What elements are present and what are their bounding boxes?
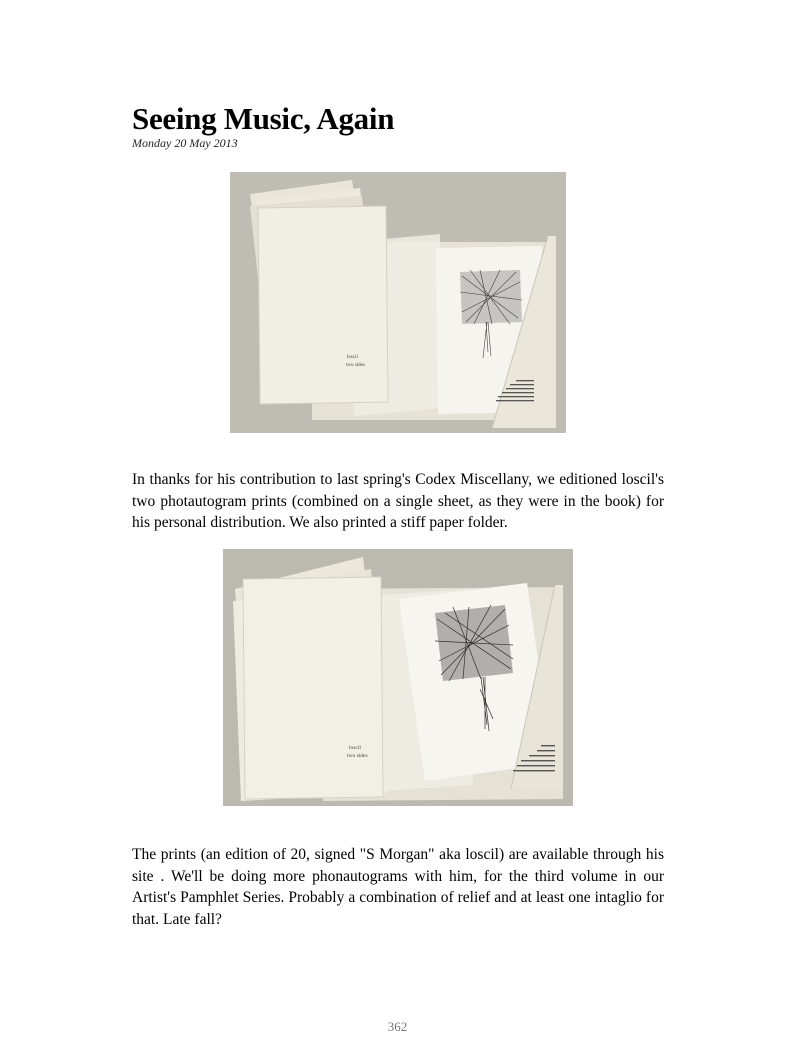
cover-text-3: loscil	[349, 745, 361, 751]
article-date: Monday 20 May 2013	[132, 136, 238, 150]
article-title: Seeing Music, Again	[132, 101, 395, 136]
paragraph-1: In thanks for his contribution to last spring's Codex Miscellany, we editioned loscil's two photautogram prints (combined on a single sheet, as they were in the book) for his personal distribution. We also printed a stiff paper folder.	[132, 471, 664, 531]
cover-text-4: two sides	[347, 753, 368, 759]
folder-photo-1	[230, 172, 566, 433]
paragraph-2: The prints (an edition of 20, signed "S Morgan" aka loscil) are available through his site . We'll be doing more phonautograms with him, for the third volume in our Artist's Pamphlet Series. Probably a combination of relief and at least one intaglio for that. Late fall?	[132, 846, 664, 928]
folder-photo-2	[223, 549, 573, 806]
cover-text-1: loscil	[347, 355, 358, 360]
page-number: 362	[387, 1019, 408, 1034]
cover-text-2: two sides	[346, 363, 365, 368]
